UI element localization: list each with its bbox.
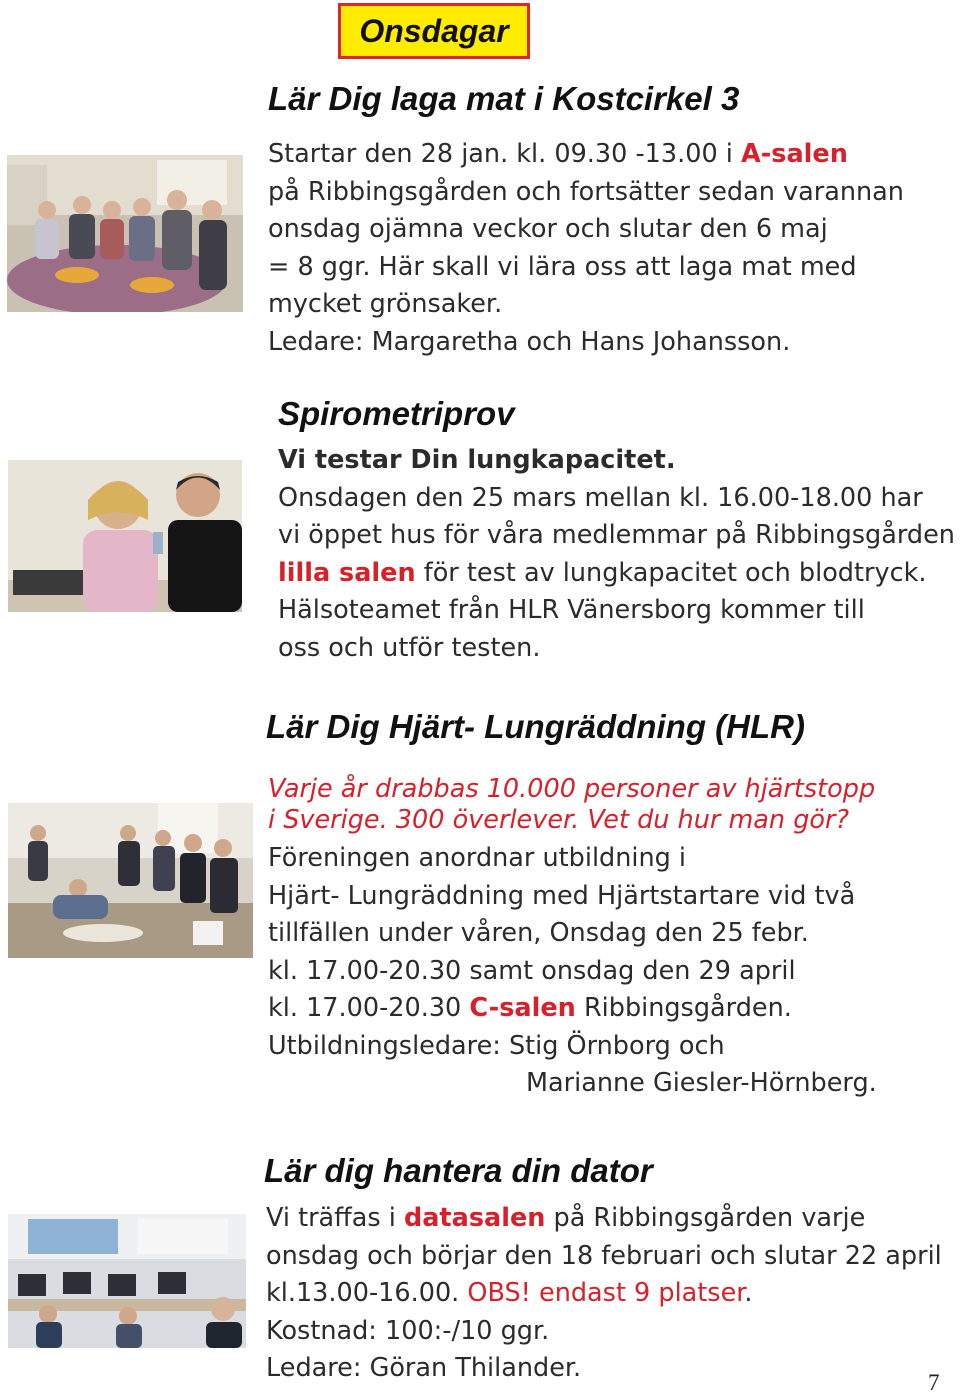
page-number: 7 xyxy=(928,1370,940,1395)
hlr-intro xyxy=(268,774,875,836)
kostcirkel-line-3: onsdag ojämna veckor och slutar den 6 maj xyxy=(268,214,828,244)
dator-line-1: Vi träffas i datasalen på Ribbingsgården varje xyxy=(266,1203,866,1233)
cooking-class-photo xyxy=(7,155,243,312)
kostcirkel-body xyxy=(268,136,904,361)
dator-body xyxy=(266,1200,942,1388)
dator-line-2: onsdag och börjar den 18 februari och slutar 22 april xyxy=(266,1240,942,1271)
computer-class-photo xyxy=(8,1214,246,1348)
kostcirkel-line-2: på Ribbingsgården och fortsätter sedan varannan xyxy=(268,176,904,207)
spirometri-subheading: Vi testar Din lungkapacitet. xyxy=(278,445,676,475)
kostcirkel-line-5: mycket grönsaker. xyxy=(268,289,503,319)
hlr-heading: Lär Dig Hjärt- Lungräddning (HLR) xyxy=(266,708,805,745)
dator-heading: Lär dig hantera din dator xyxy=(264,1152,653,1189)
a-salen-highlight: A-salen xyxy=(740,139,848,169)
hlr-line-3: tillfällen under våren, Onsdag den 25 febr. xyxy=(268,918,809,948)
hlr-line-2: Hjärt- Lungräddning med Hjärtstartare vid två xyxy=(268,880,856,911)
dator-cost: Kostnad: 100:-/10 ggr. xyxy=(266,1315,550,1346)
kostcirkel-line-1: Startar den 28 jan. kl. 09.30 -13.00 i A-salen xyxy=(268,139,848,169)
hlr-intro-line-2: i Sverige. 300 överlever. Vet du hur man gör? xyxy=(268,805,850,835)
obs-notice: OBS! endast 9 platser xyxy=(467,1278,745,1308)
kostcirkel-leader: Ledare: Margaretha och Hans Johansson. xyxy=(268,326,791,357)
dator-line-3: kl.13.00-16.00. OBS! endast 9 platser. xyxy=(266,1278,753,1308)
c-salen-highlight: C-salen xyxy=(469,993,576,1023)
hlr-line-4: kl. 17.00-20.30 samt onsdag den 29 april xyxy=(268,955,796,986)
cpr-training-photo xyxy=(8,803,253,958)
spirometri-heading: Spirometriprov xyxy=(278,395,515,432)
spirometri-body xyxy=(278,442,955,667)
hlr-leader-line-2: Marianne Giesler-Hörnberg. xyxy=(526,1068,877,1098)
hlr-intro-line-1: Varje år drabbas 10.000 personer av hjärtstopp xyxy=(268,774,876,804)
kostcirkel-line-4: = 8 ggr. Här skall vi lära oss att laga mat med xyxy=(268,251,857,282)
spirometri-line-4: Hälsoteamet från HLR Vänersborg kommer till xyxy=(278,595,865,625)
section-badge: Onsdagar xyxy=(338,3,530,59)
hlr-line-5: kl. 17.00-20.30 C-salen Ribbingsgården. xyxy=(268,993,792,1023)
kostcirkel-heading: Lär Dig laga mat i Kostcirkel 3 xyxy=(268,80,740,117)
spirometri-line-2: vi öppet hus för våra medlemmar på Ribbingsgården xyxy=(278,520,955,550)
datasalen-highlight: datasalen xyxy=(403,1203,546,1233)
spirometri-line-5: oss och utför testen. xyxy=(278,632,541,663)
hlr-line-1: Föreningen anordnar utbildning i xyxy=(268,843,686,873)
lilla-salen-highlight: lilla salen xyxy=(278,557,416,588)
hlr-body xyxy=(268,840,877,1103)
spirometri-line-3: lilla salen för test av lungkapacitet och blodtryck. xyxy=(278,557,927,588)
spirometry-photo xyxy=(8,460,242,612)
dator-leader: Ledare: Göran Thilander. xyxy=(266,1353,582,1383)
hlr-leader-line-1: Utbildningsledare: Stig Örnborg och xyxy=(268,1030,725,1061)
spirometri-line-1: Onsdagen den 25 mars mellan kl. 16.00-18.00 har xyxy=(278,482,923,513)
